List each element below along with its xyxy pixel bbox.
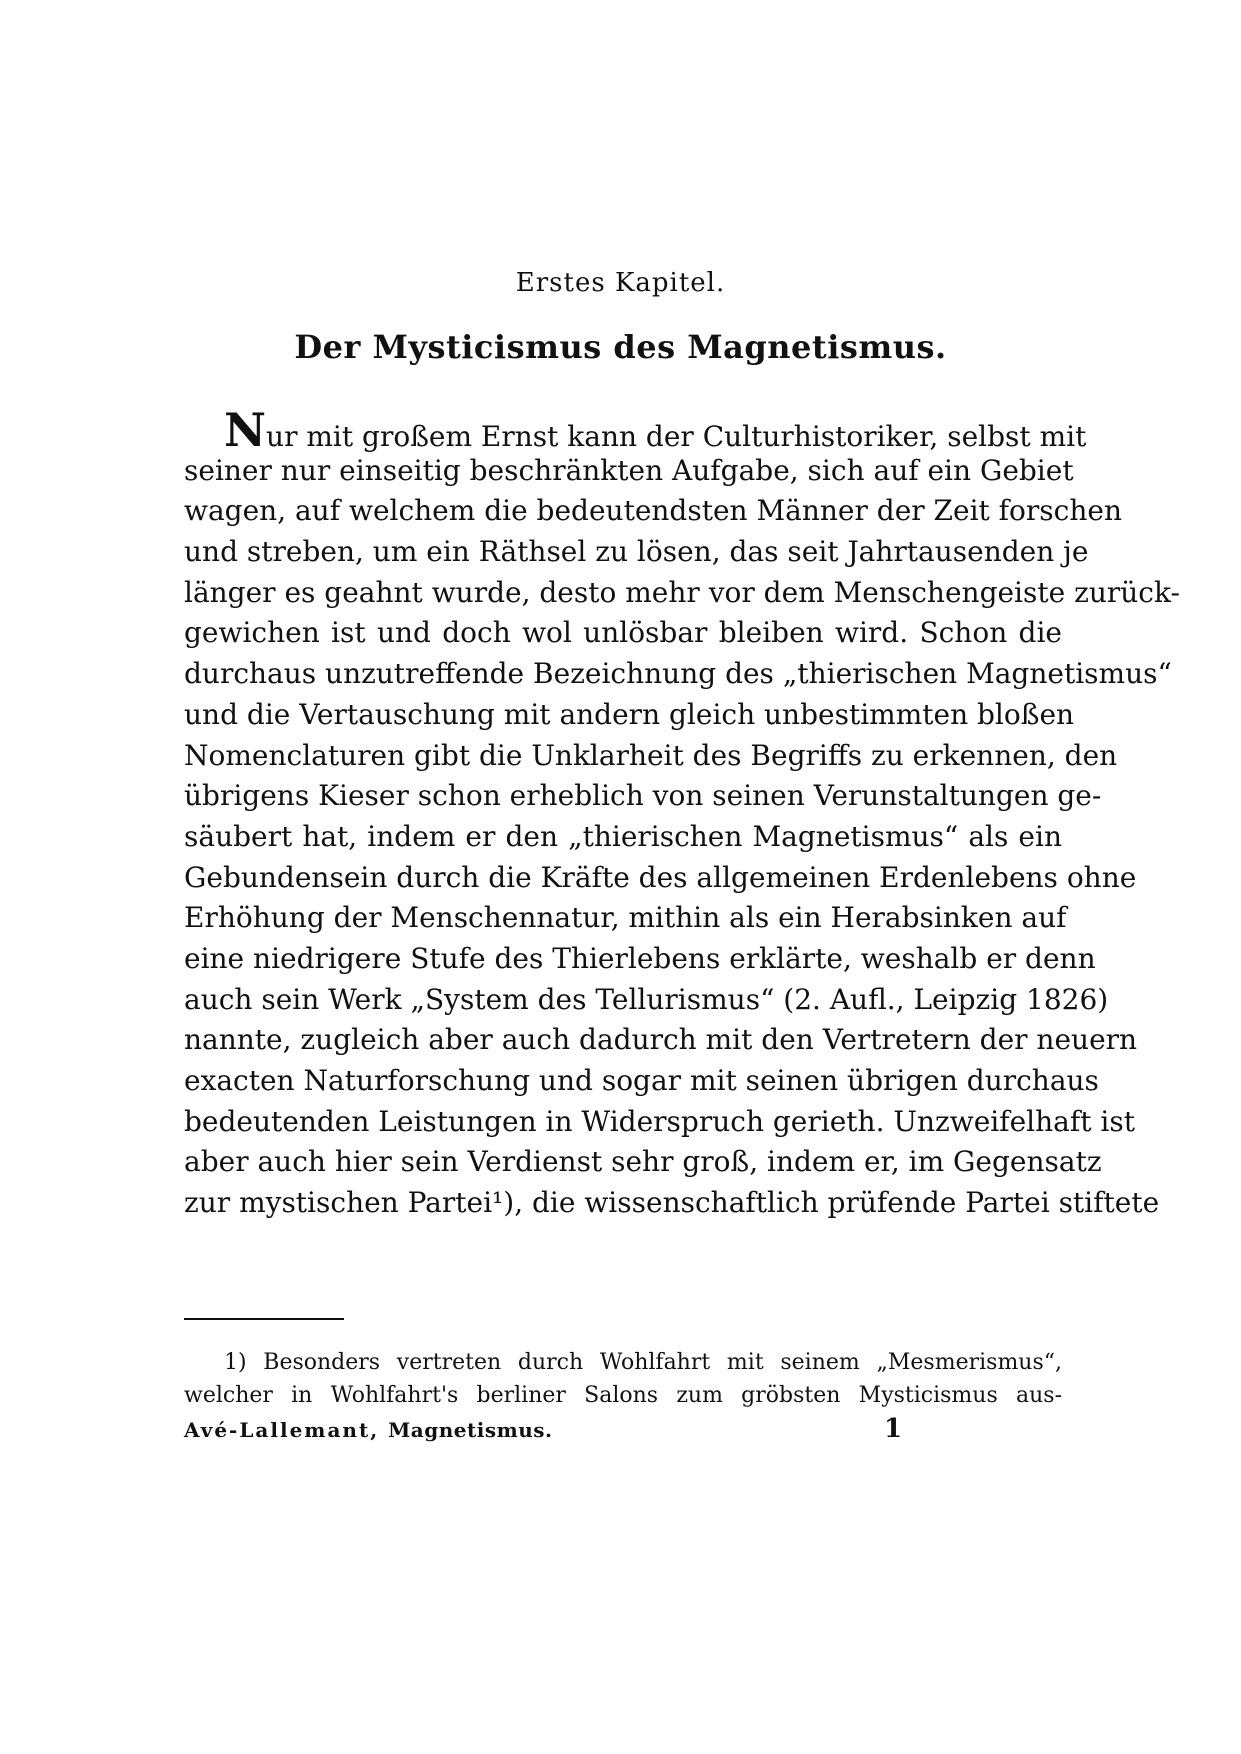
body-line: wagen, auf welchem die bedeutendsten Männer der Zeit forschen bbox=[184, 494, 1122, 528]
signature-row bbox=[184, 1414, 1062, 1450]
body-line: seiner nur einseitig beschränkten Aufgabe, sich auf ein Gebiet bbox=[184, 453, 1074, 487]
body-line: und die Vertauschung mit andern gleich unbestimmten bloßen bbox=[184, 697, 1075, 731]
body-line: gewichen ist und doch wol unlösbar bleiben wird. Schon die bbox=[184, 616, 1062, 650]
chapter-title: Der Mysticismus des Magnetismus. bbox=[294, 328, 947, 366]
body-line: nannte, zugleich aber auch dadurch mit den Vertretern der neuern bbox=[184, 1023, 1138, 1057]
body-line: eine niedrigere Stufe des Thierlebens erklärte, weshalb er denn bbox=[184, 941, 1096, 975]
body-line: übrigens Kieser schon erheblich von seinen Verunstaltungen ge- bbox=[184, 779, 1102, 813]
body-line: zur mystischen Partei¹), die wissenschaftlich prüfende Partei stiftete bbox=[184, 1186, 1160, 1220]
body-line: durchaus unzutreffende Bezeichnung des „thierischen Magnetismus“ bbox=[184, 657, 1172, 691]
body-line: bedeutenden Leistungen in Widerspruch gerieth. Unzweifelhaft ist bbox=[184, 1104, 1135, 1138]
chapter-label: Erstes Kapitel. bbox=[515, 268, 726, 298]
body-line: Erhöhung der Menschennatur, mithin als ein Herabsinken auf bbox=[184, 901, 1067, 935]
body-line: Nur mit großem Ernst kann der Culturhistoriker, selbst mit bbox=[224, 403, 1087, 457]
body-line: auch sein Werk „System des Tellurismus“ (2. Aufl., Leipzig 1826) bbox=[184, 982, 1109, 1016]
signature-author: Avé-Lallemant, bbox=[184, 1418, 380, 1442]
body-line: aber auch hier sein Verdienst sehr groß, indem er, im Gegensatz bbox=[184, 1145, 1102, 1179]
footnote-line: 1) Besonders vertreten durch Wohlfahrt mit seinem „Mesmerismus“, bbox=[224, 1350, 1062, 1375]
body-text bbox=[184, 403, 1180, 1224]
footnote-line: welcher in Wohlfahrt's berliner Salons zum gröbsten Mysticismus aus- bbox=[184, 1383, 1062, 1408]
body-line: exacten Naturforschung und sogar mit seinen übrigen durchaus bbox=[184, 1064, 1099, 1097]
footnote bbox=[184, 1346, 1062, 1412]
body-line: und streben, um ein Räthsel zu lösen, das seit Jahrtausenden je bbox=[184, 535, 1089, 569]
body-line: länger es geahnt wurde, desto mehr vor dem Menschengeiste zurück- bbox=[184, 575, 1180, 609]
body-line: Nomenclaturen gibt die Unklarheit des Begriffs zu erkennen, den bbox=[184, 738, 1118, 772]
page-number: 1 bbox=[884, 1414, 903, 1444]
printer-signature bbox=[184, 1418, 553, 1442]
body-line: säubert hat, indem er den „thierischen Magnetismus“ als ein bbox=[184, 819, 1062, 853]
signature-title: Magnetismus. bbox=[388, 1418, 553, 1442]
body-line: Gebundensein durch die Kräfte des allgemeinen Erdenlebens ohne bbox=[184, 860, 1137, 894]
drop-cap: N bbox=[224, 403, 267, 457]
footnote-divider bbox=[184, 1318, 344, 1320]
